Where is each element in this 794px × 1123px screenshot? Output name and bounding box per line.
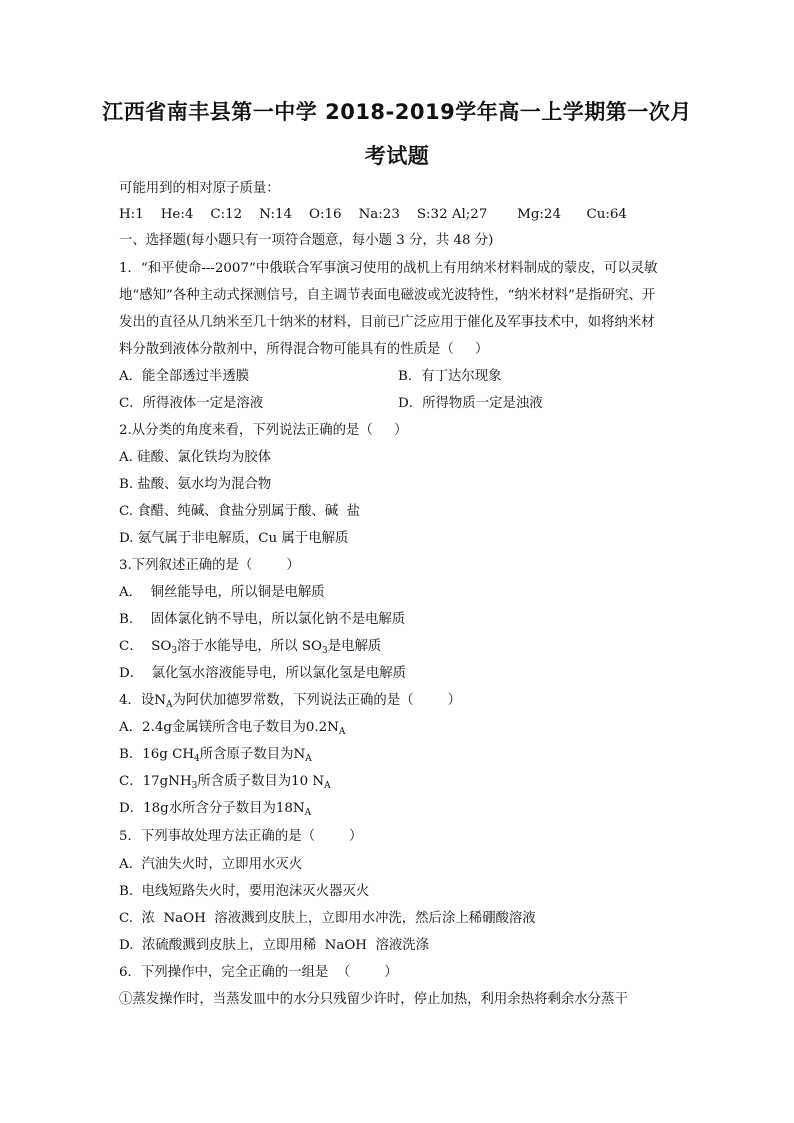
document-title-line-2: 考试题	[364, 144, 430, 168]
question-4-option-d: D．18g水所含分子数目为$18N_A$	[119, 801, 312, 818]
question-1-option-d: D．所得物质一定是浊液	[398, 396, 543, 411]
question-1-stem-line-2: 地“感知”各种主动式探测信号，自主调节表面电磁波或光波特性，“纳米材料”是指研究、开	[119, 288, 656, 303]
question-4-option-b: B．16g $CH_4$所含原子数目为$N_A$	[119, 747, 312, 764]
question-4-option-a: A．2.4g金属镁所含电子数目为$0.2N_A$	[119, 720, 346, 737]
atomic-mass-heading: 可能用到的相对原子质量：	[119, 181, 280, 196]
question-5-option-b: B. 电线短路失火时，要用泡沫灭火器灭火	[119, 884, 370, 899]
question-4-stem: 4．设$N_A$为阿伏加德罗常数，下列说法正确的是（ ）	[119, 693, 462, 710]
question-2-option-c: C. 食醋、纯碱、食盐分别属于酸、碱 盐	[119, 504, 361, 519]
question-2-option-a: A. 硅酸、氯化铁均为胶体	[119, 450, 272, 465]
question-5-option-d: D. 浓硫酸溅到皮肤上，立即用稀 NaOH 溶液洗涤	[119, 938, 430, 953]
question-1-option-b: B．有丁达尔现象	[398, 369, 502, 384]
question-2-option-b: B. 盐酸、氨水均为混合物	[119, 477, 272, 492]
question-1-option-c: C．所得液体一定是溶液	[119, 396, 264, 411]
question-3-option-a: A． 铜丝能导电，所以铜是电解质	[119, 585, 325, 600]
question-1-stem-line-3: 发出的直径从几纳米至几十纳米的材料，目前已广泛应用于催化及军事技术中，如将纳米材	[119, 315, 655, 330]
question-2-stem: 2.从分类的角度来看，下列说法正确的是（ ）	[119, 423, 408, 438]
question-6-stem: 6．下列操作中，完全正确的一组是 （ ）	[119, 965, 398, 980]
atomic-mass-list: H:1 He:4 C:12 N:14 O:16 Na:23 S:32 Al;27 Mg:24 Cu:64	[119, 207, 627, 222]
question-3-stem: 3.下列叙述正确的是（ ）	[119, 558, 300, 573]
question-5-stem: 5．下列事故处理方法正确的是（ ）	[119, 829, 363, 844]
question-1-option-a: A．能全部透过半透膜	[119, 369, 250, 384]
question-2-option-d: D. 氨气属于非电解质，Cu 属于电解质	[119, 531, 349, 546]
document-title-line-1: 江西省南丰县第一中学 2018-2019学年高一上学期第一次月	[102, 100, 692, 124]
section-heading: 一、选择题(每小题只有一项符合题意，每小题 3 分，共 48 分)	[119, 233, 494, 248]
question-3-option-d: D． 氯化氢水溶液能导电，所以氯化氢是电解质	[119, 666, 407, 681]
question-6-item-1: ①蒸发操作时，当蒸发皿中的水分只残留少许时，停止加热，利用余热将剩余水分蒸干	[119, 992, 628, 1007]
question-4-option-c: C．17gNH$_3$所含质子数目为10 $N_A$	[119, 774, 331, 791]
question-5-option-c: C. 浓 NaOH 溶液溅到皮肤上，立即用水冲洗，然后涂上稀硼酸溶液	[119, 911, 536, 926]
question-5-option-a: A. 汽油失火时，立即用水灭火	[119, 857, 303, 872]
question-1-stem-line-1: 1．“和平使命---2007”中俄联合军事演习使用的战机上有用纳米材料制成的蒙皮，可以灵敏	[119, 261, 658, 276]
question-3-option-b: B． 固体氯化钠不导电，所以氯化钠不是电解质	[119, 612, 406, 627]
question-3-option-c: C． $SO_3$溶于水能导电，所以 $SO_3$是电解质	[119, 639, 382, 656]
question-1-stem-line-4: 料分散到液体分散剂中，所得混合物可能具有的性质是（ ）	[119, 342, 489, 357]
